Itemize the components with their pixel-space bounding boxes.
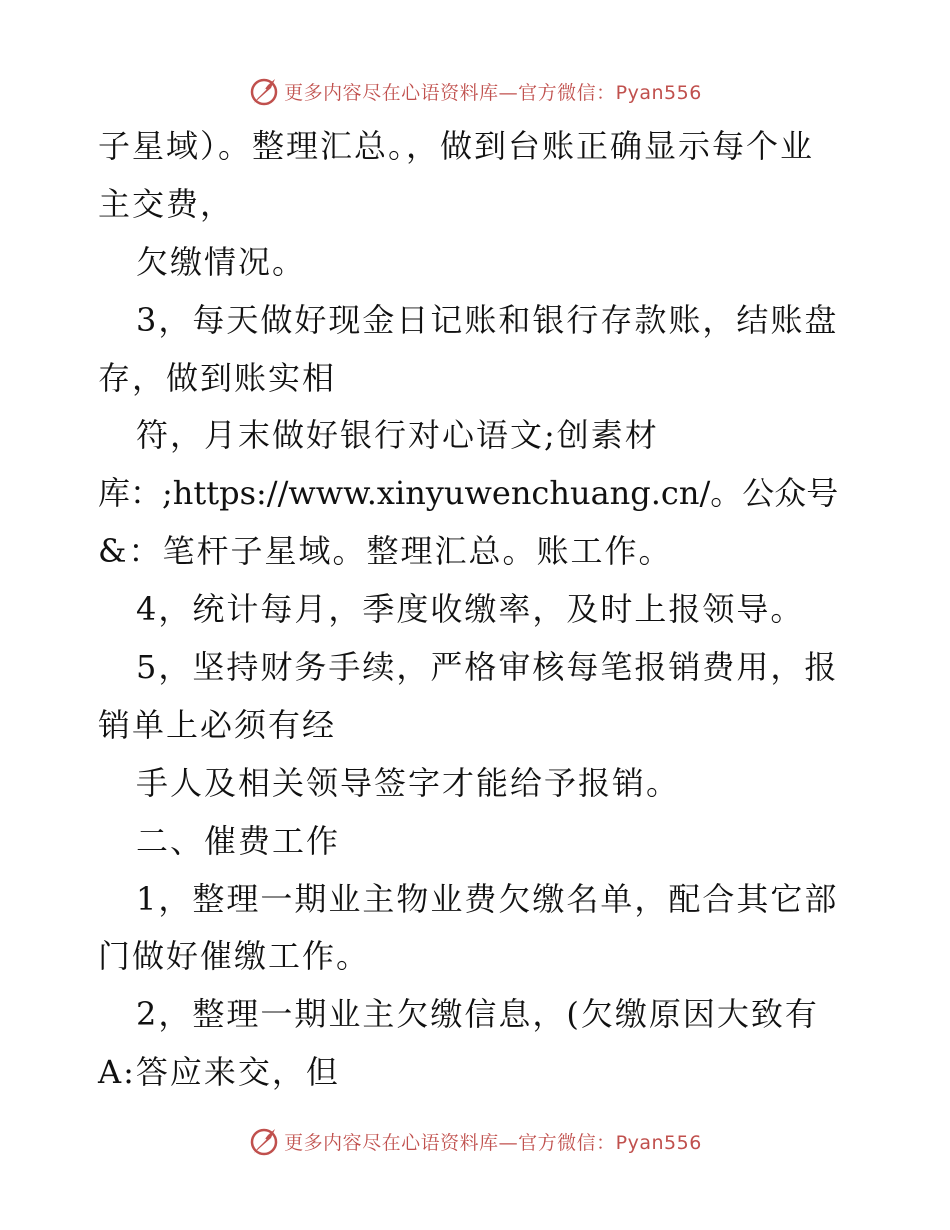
text-line-17: A:答应来交，但 bbox=[98, 1053, 340, 1092]
footer-banner-handle: Pyan556 bbox=[615, 1131, 702, 1154]
feather-pen-logo-icon bbox=[248, 1125, 280, 1157]
text-line-11: 销单上必须有经 bbox=[98, 705, 337, 744]
header-banner bbox=[0, 71, 950, 111]
text-line-8: &：笔杆子星域。整理汇总。账工作。 bbox=[98, 532, 673, 571]
text-line-1: 子星域）。整理汇总。，做到台账正确显示每个业 bbox=[98, 127, 815, 165]
text-line-14: 1，整理一期业主物业费欠缴名单，配合其它部 bbox=[136, 879, 839, 918]
text-line-7: 库：;https://www.xinyuwenchuang.cn/。公众号 bbox=[98, 474, 839, 513]
section-heading: 二、催费工作 bbox=[136, 821, 341, 860]
text-line-16: 2，整理一期业主欠缴信息，(欠缴原因大致有 bbox=[136, 995, 819, 1034]
text-line-2: 主交费， bbox=[98, 184, 235, 223]
text-line-12: 手人及相关领导签字才能给予报销。 bbox=[136, 763, 681, 802]
text-line-5: 存，做到账实相 bbox=[98, 358, 337, 397]
text-line-4: 3，每天做好现金日记账和银行存款账，结账盘 bbox=[136, 300, 839, 339]
footer-banner bbox=[0, 1121, 950, 1161]
text-line-6: 符，月末做好银行对心语文;创素材 bbox=[136, 416, 659, 455]
text-line-9: 4，统计每月，季度收缴率，及时上报领导。 bbox=[136, 590, 805, 629]
feather-pen-logo-icon bbox=[248, 75, 280, 107]
header-banner-handle: Pyan556 bbox=[615, 81, 702, 104]
footer-banner-text: 更多内容尽在心语资料库—官方微信：Pyan556 bbox=[284, 1131, 702, 1154]
header-banner-text: 更多内容尽在心语资料库—官方微信：Pyan556 bbox=[284, 81, 702, 104]
text-line-15: 门做好催缴工作。 bbox=[98, 937, 371, 976]
text-line-3: 欠缴情况。 bbox=[136, 242, 307, 281]
text-line-10: 5，坚持财务手续，严格审核每笔报销费用，报 bbox=[136, 648, 839, 687]
document-body bbox=[98, 118, 858, 1102]
